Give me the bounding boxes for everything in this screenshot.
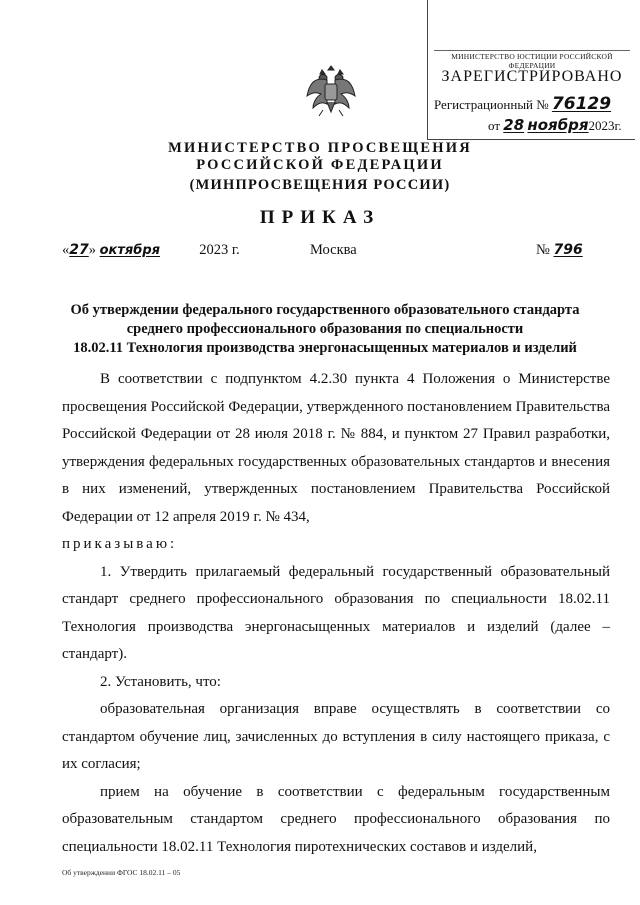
registration-stamp xyxy=(427,0,635,140)
order-date xyxy=(62,242,240,259)
order-subject xyxy=(40,301,610,358)
stamp-date-line xyxy=(488,116,622,134)
paragraph-item-2-a: образовательная организация вправе осуществлять в соответствии со стандартом обучение лиц, зачисленных до вступления в силу настоящего приказа, с их согласия; xyxy=(62,701,610,772)
document-type: ПРИКАЗ xyxy=(259,207,381,228)
stamp-reg-line xyxy=(434,94,611,114)
stamp-ministry: МИНИСТЕРСТВО ЮСТИЦИИ РОССИЙСКОЙ ФЕДЕРАЦИИ xyxy=(434,50,630,70)
date-close-quote: » xyxy=(88,242,96,258)
stamp-date-month: ноября xyxy=(527,116,589,134)
order-number-label: № xyxy=(536,242,550,258)
date-open-quote: « xyxy=(62,242,70,258)
subject-line2: среднего профессионального образования по специальности xyxy=(126,321,524,337)
stamp-date-year: 2023г. xyxy=(588,118,622,133)
page-footer: Об утверждении ФГОС 18.02.11 – 05 xyxy=(62,868,181,877)
order-number xyxy=(536,242,593,259)
ministry-name-line1: МИНИСТЕРСТВО ПРОСВЕЩЕНИЯ xyxy=(168,140,472,156)
coat-of-arms-icon xyxy=(305,62,357,120)
order-number-value: 796 xyxy=(553,242,583,258)
date-month: октября xyxy=(99,243,160,258)
ministry-name-line2: РОССИЙСКОЙ ФЕДЕРАЦИИ xyxy=(196,157,444,173)
date-year: 2023 г. xyxy=(199,242,240,258)
order-body xyxy=(62,366,610,861)
subject-line3: 18.02.11 Технология производства энергонасыщенных материалов и изделий xyxy=(73,340,577,356)
paragraph-preamble: В соответствии с подпунктом 4.2.30 пункта 4 Положения о Министерстве просвещения Российской Федерации, утвержденного постановлением Правительства Российской Федерации от 28 июля 2018 г. № 884, и пунктом 27 Правил разработки, утверждения федеральных государственных образовательных стандартов и внесения в них изменений, утвержденных постановлением Правительства Российской Федерации от 12 апреля 2019 г. № 434, xyxy=(62,371,610,525)
paragraph-item-1: 1. Утвердить прилагаемый федеральный государственный образовательный стандарт среднего профессионального образования по специальности 18.02.11 Технология производства энергонасыщенных материалов и изделий (далее – стандарт). xyxy=(62,563,610,662)
date-day: 27 xyxy=(69,242,89,258)
order-city: Москва xyxy=(310,242,357,258)
stamp-date-prefix: от xyxy=(488,118,501,133)
paragraph-item-2: 2. Установить, что: xyxy=(100,673,221,690)
stamp-reg-label: Регистрационный № xyxy=(434,97,549,112)
paragraph-order-word: приказываю: xyxy=(62,536,178,552)
stamp-registered: ЗАРЕГИСТРИРОВАНО xyxy=(441,68,623,85)
paragraph-item-2-b: прием на обучение в соответствии с федеральным государственным образовательным стандартом среднего профессионального образования по специальности 18.02.11 Технология пиротехнических составов и изделий, xyxy=(62,783,610,855)
subject-line1: Об утверждении федерального государственного образовательного стандарта xyxy=(70,302,580,318)
stamp-date-day: 28 xyxy=(503,116,525,134)
stamp-reg-number: 76129 xyxy=(551,94,612,114)
ministry-short-name: (МИНПРОСВЕЩЕНИЯ РОССИИ) xyxy=(189,177,451,193)
